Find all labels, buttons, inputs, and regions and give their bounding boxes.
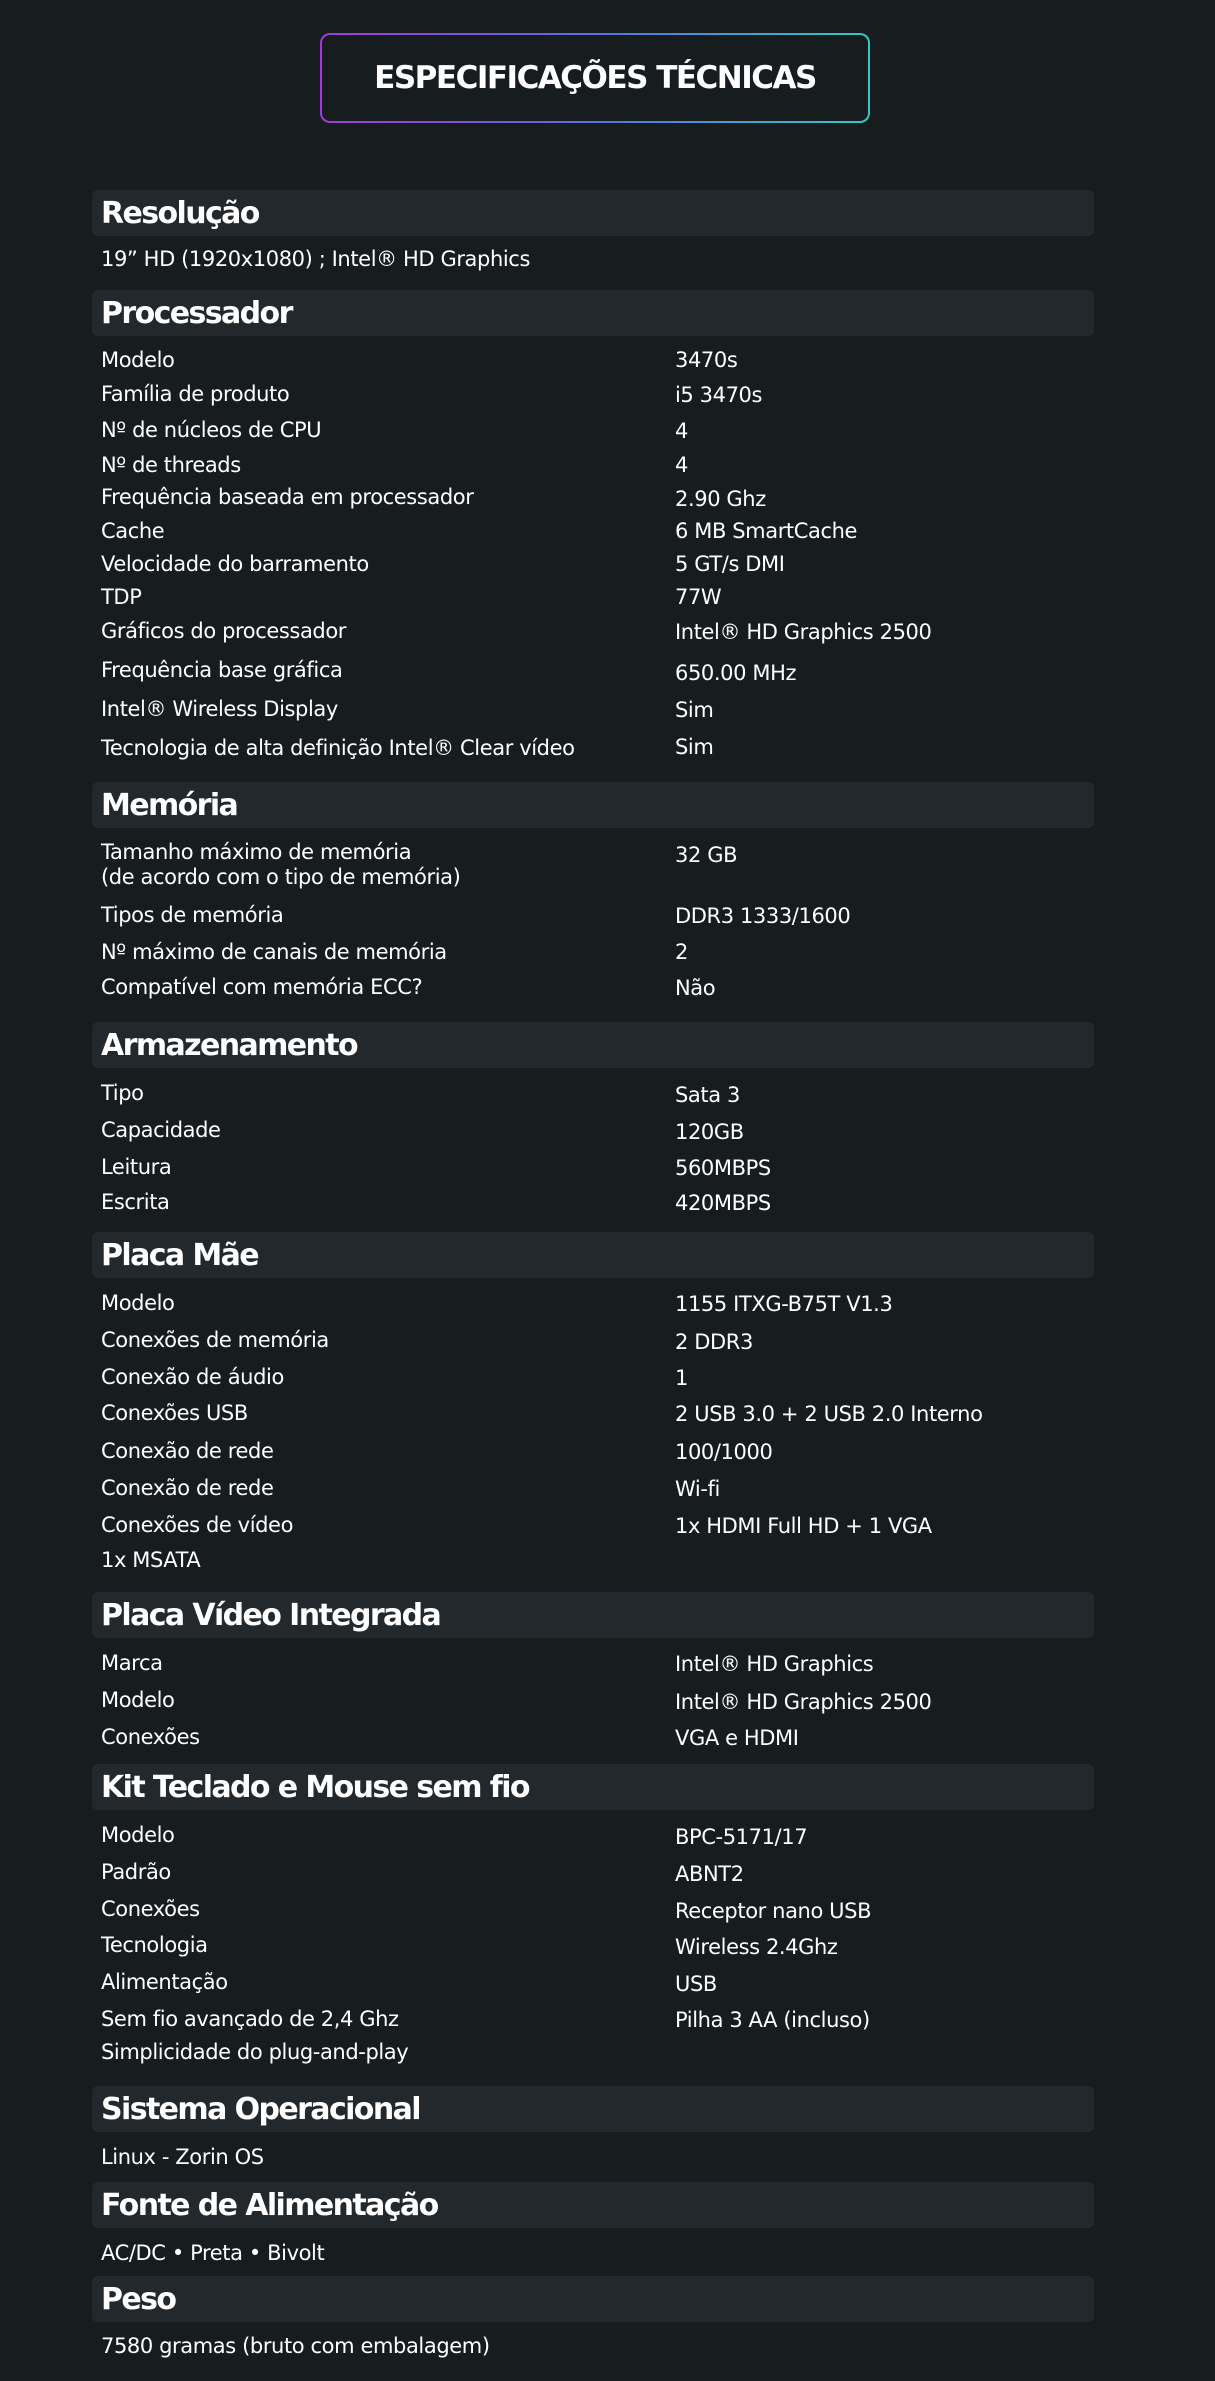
spec-value: ABNT2 — [675, 1862, 744, 1886]
section-title: Memória — [101, 787, 238, 823]
spec-label: Conexões de vídeo — [101, 1513, 294, 1537]
spec-label: Capacidade — [101, 1118, 221, 1142]
spec-label: Cache — [101, 519, 165, 543]
spec-value: 2.90 Ghz — [675, 487, 766, 511]
spec-value: 32 GB — [675, 843, 738, 867]
spec-value: 650.00 MHz — [675, 661, 797, 685]
spec-label: Leitura — [101, 1155, 172, 1179]
spec-label: Família de produto — [101, 382, 290, 406]
spec-label: Gráficos do processador — [101, 619, 347, 643]
spec-value: Sim — [675, 698, 714, 722]
spec-label: Escrita — [101, 1190, 170, 1214]
spec-label: Sem fio avançado de 2,4 Ghz — [101, 2007, 399, 2031]
spec-value: USB — [675, 1972, 717, 1996]
spec-value: 77W — [675, 585, 722, 609]
spec-value: 4 — [675, 419, 688, 443]
section-title: Peso — [101, 2281, 176, 2317]
spec-label: Tamanho máximo de memória (de acordo com o tipo de memória) — [101, 840, 461, 889]
spec-label: Modelo — [101, 1291, 175, 1315]
spec-value: BPC-5171/17 — [675, 1825, 808, 1849]
spec-label: Padrão — [101, 1860, 171, 1884]
spec-label: Nº de threads — [101, 453, 241, 477]
spec-label: Modelo — [101, 348, 175, 372]
spec-value: 6 MB SmartCache — [675, 519, 858, 543]
spec-value: 2 USB 3.0 + 2 USB 2.0 Interno — [675, 1402, 983, 1426]
section-header-resolucao — [92, 190, 1094, 236]
section-header-sistema — [92, 2086, 1094, 2132]
spec-label: Compatível com memória ECC? — [101, 975, 423, 999]
spec-label: Tecnologia — [101, 1933, 208, 1957]
page-title: ESPECIFICAÇÕES TÉCNICAS — [374, 60, 816, 96]
section-header-placa-mae — [92, 1232, 1094, 1278]
spec-label: Modelo — [101, 1688, 175, 1712]
spec-value: Wi-fi — [675, 1477, 720, 1501]
section-title: Placa Vídeo Integrada — [101, 1597, 441, 1633]
spec-label: Tipo — [101, 1081, 144, 1105]
spec-value: Sim — [675, 735, 714, 759]
spec-value: 100/1000 — [675, 1440, 773, 1464]
spec-label: Conexão de rede — [101, 1476, 274, 1500]
spec-label: Nº máximo de canais de memória — [101, 940, 447, 964]
spec-value: Receptor nano USB — [675, 1899, 872, 1923]
section-header-peso — [92, 2276, 1094, 2322]
spec-label: Nº de núcleos de CPU — [101, 418, 322, 442]
kit-teclado-extra: Simplicidade do plug-and-play — [101, 2040, 409, 2064]
spec-label: Marca — [101, 1651, 163, 1675]
spec-label: Tipos de memória — [101, 903, 284, 927]
placa-mae-extra: 1x MSATA — [101, 1548, 201, 1572]
spec-label: Conexões USB — [101, 1401, 248, 1425]
spec-value: DDR3 1333/1600 — [675, 904, 851, 928]
spec-label: Alimentação — [101, 1970, 228, 1994]
section-title: Kit Teclado e Mouse sem fio — [101, 1769, 529, 1805]
spec-label: Conexão de áudio — [101, 1365, 284, 1389]
sistema-text: Linux - Zorin OS — [101, 2145, 264, 2169]
fonte-text: AC/DC • Preta • Bivolt — [101, 2241, 325, 2265]
spec-value: 2 — [675, 940, 688, 964]
spec-value: 420MBPS — [675, 1191, 771, 1215]
spec-value: Intel® HD Graphics 2500 — [675, 620, 932, 644]
spec-value: 3470s — [675, 348, 738, 372]
spec-label: Velocidade do barramento — [101, 552, 369, 576]
spec-label: Frequência base gráfica — [101, 658, 343, 682]
section-title: Armazenamento — [101, 1027, 358, 1063]
section-header-kit-teclado — [92, 1764, 1094, 1810]
spec-label: Conexões — [101, 1725, 200, 1749]
section-header-armazenamento — [92, 1022, 1094, 1068]
spec-label: Intel® Wireless Display — [101, 697, 338, 721]
section-header-fonte — [92, 2182, 1094, 2228]
spec-value: Pilha 3 AA (incluso) — [675, 2008, 870, 2032]
section-header-processador — [92, 290, 1094, 336]
spec-value: Wireless 2.4Ghz — [675, 1935, 838, 1959]
spec-value: Não — [675, 976, 716, 1000]
spec-label: Conexões — [101, 1897, 200, 1921]
spec-value: Intel® HD Graphics 2500 — [675, 1690, 932, 1714]
section-title: Placa Mãe — [101, 1237, 259, 1273]
spec-label: TDP — [101, 585, 142, 609]
spec-label: Conexões de memória — [101, 1328, 329, 1352]
spec-value: 1 — [675, 1366, 688, 1390]
section-title: Processador — [101, 295, 292, 331]
section-title: Fonte de Alimentação — [101, 2187, 438, 2223]
spec-value: 120GB — [675, 1120, 744, 1144]
resolucao-text: 19” HD (1920x1080) ; Intel® HD Graphics — [101, 247, 530, 271]
spec-value: 5 GT/s DMI — [675, 552, 785, 576]
spec-label: Modelo — [101, 1823, 175, 1847]
section-header-memoria — [92, 782, 1094, 828]
spec-value: Sata 3 — [675, 1083, 740, 1107]
section-title: Sistema Operacional — [101, 2091, 420, 2127]
spec-value: 4 — [675, 453, 688, 477]
spec-value: 2 DDR3 — [675, 1330, 753, 1354]
peso-text: 7580 gramas (bruto com embalagem) — [101, 2334, 490, 2358]
section-header-placa-video — [92, 1592, 1094, 1638]
spec-value: i5 3470s — [675, 383, 763, 407]
spec-label: Conexão de rede — [101, 1439, 274, 1463]
spec-value: Intel® HD Graphics — [675, 1652, 874, 1676]
section-title: Resolução — [101, 195, 259, 231]
spec-label: Tecnologia de alta definição Intel® Clear vídeo — [101, 736, 575, 760]
spec-value: 560MBPS — [675, 1156, 771, 1180]
spec-value: 1155 ITXG-B75T V1.3 — [675, 1292, 893, 1316]
spec-value: VGA e HDMI — [675, 1726, 799, 1750]
spec-value: 1x HDMI Full HD + 1 VGA — [675, 1514, 932, 1538]
spec-label: Frequência baseada em processador — [101, 485, 474, 509]
